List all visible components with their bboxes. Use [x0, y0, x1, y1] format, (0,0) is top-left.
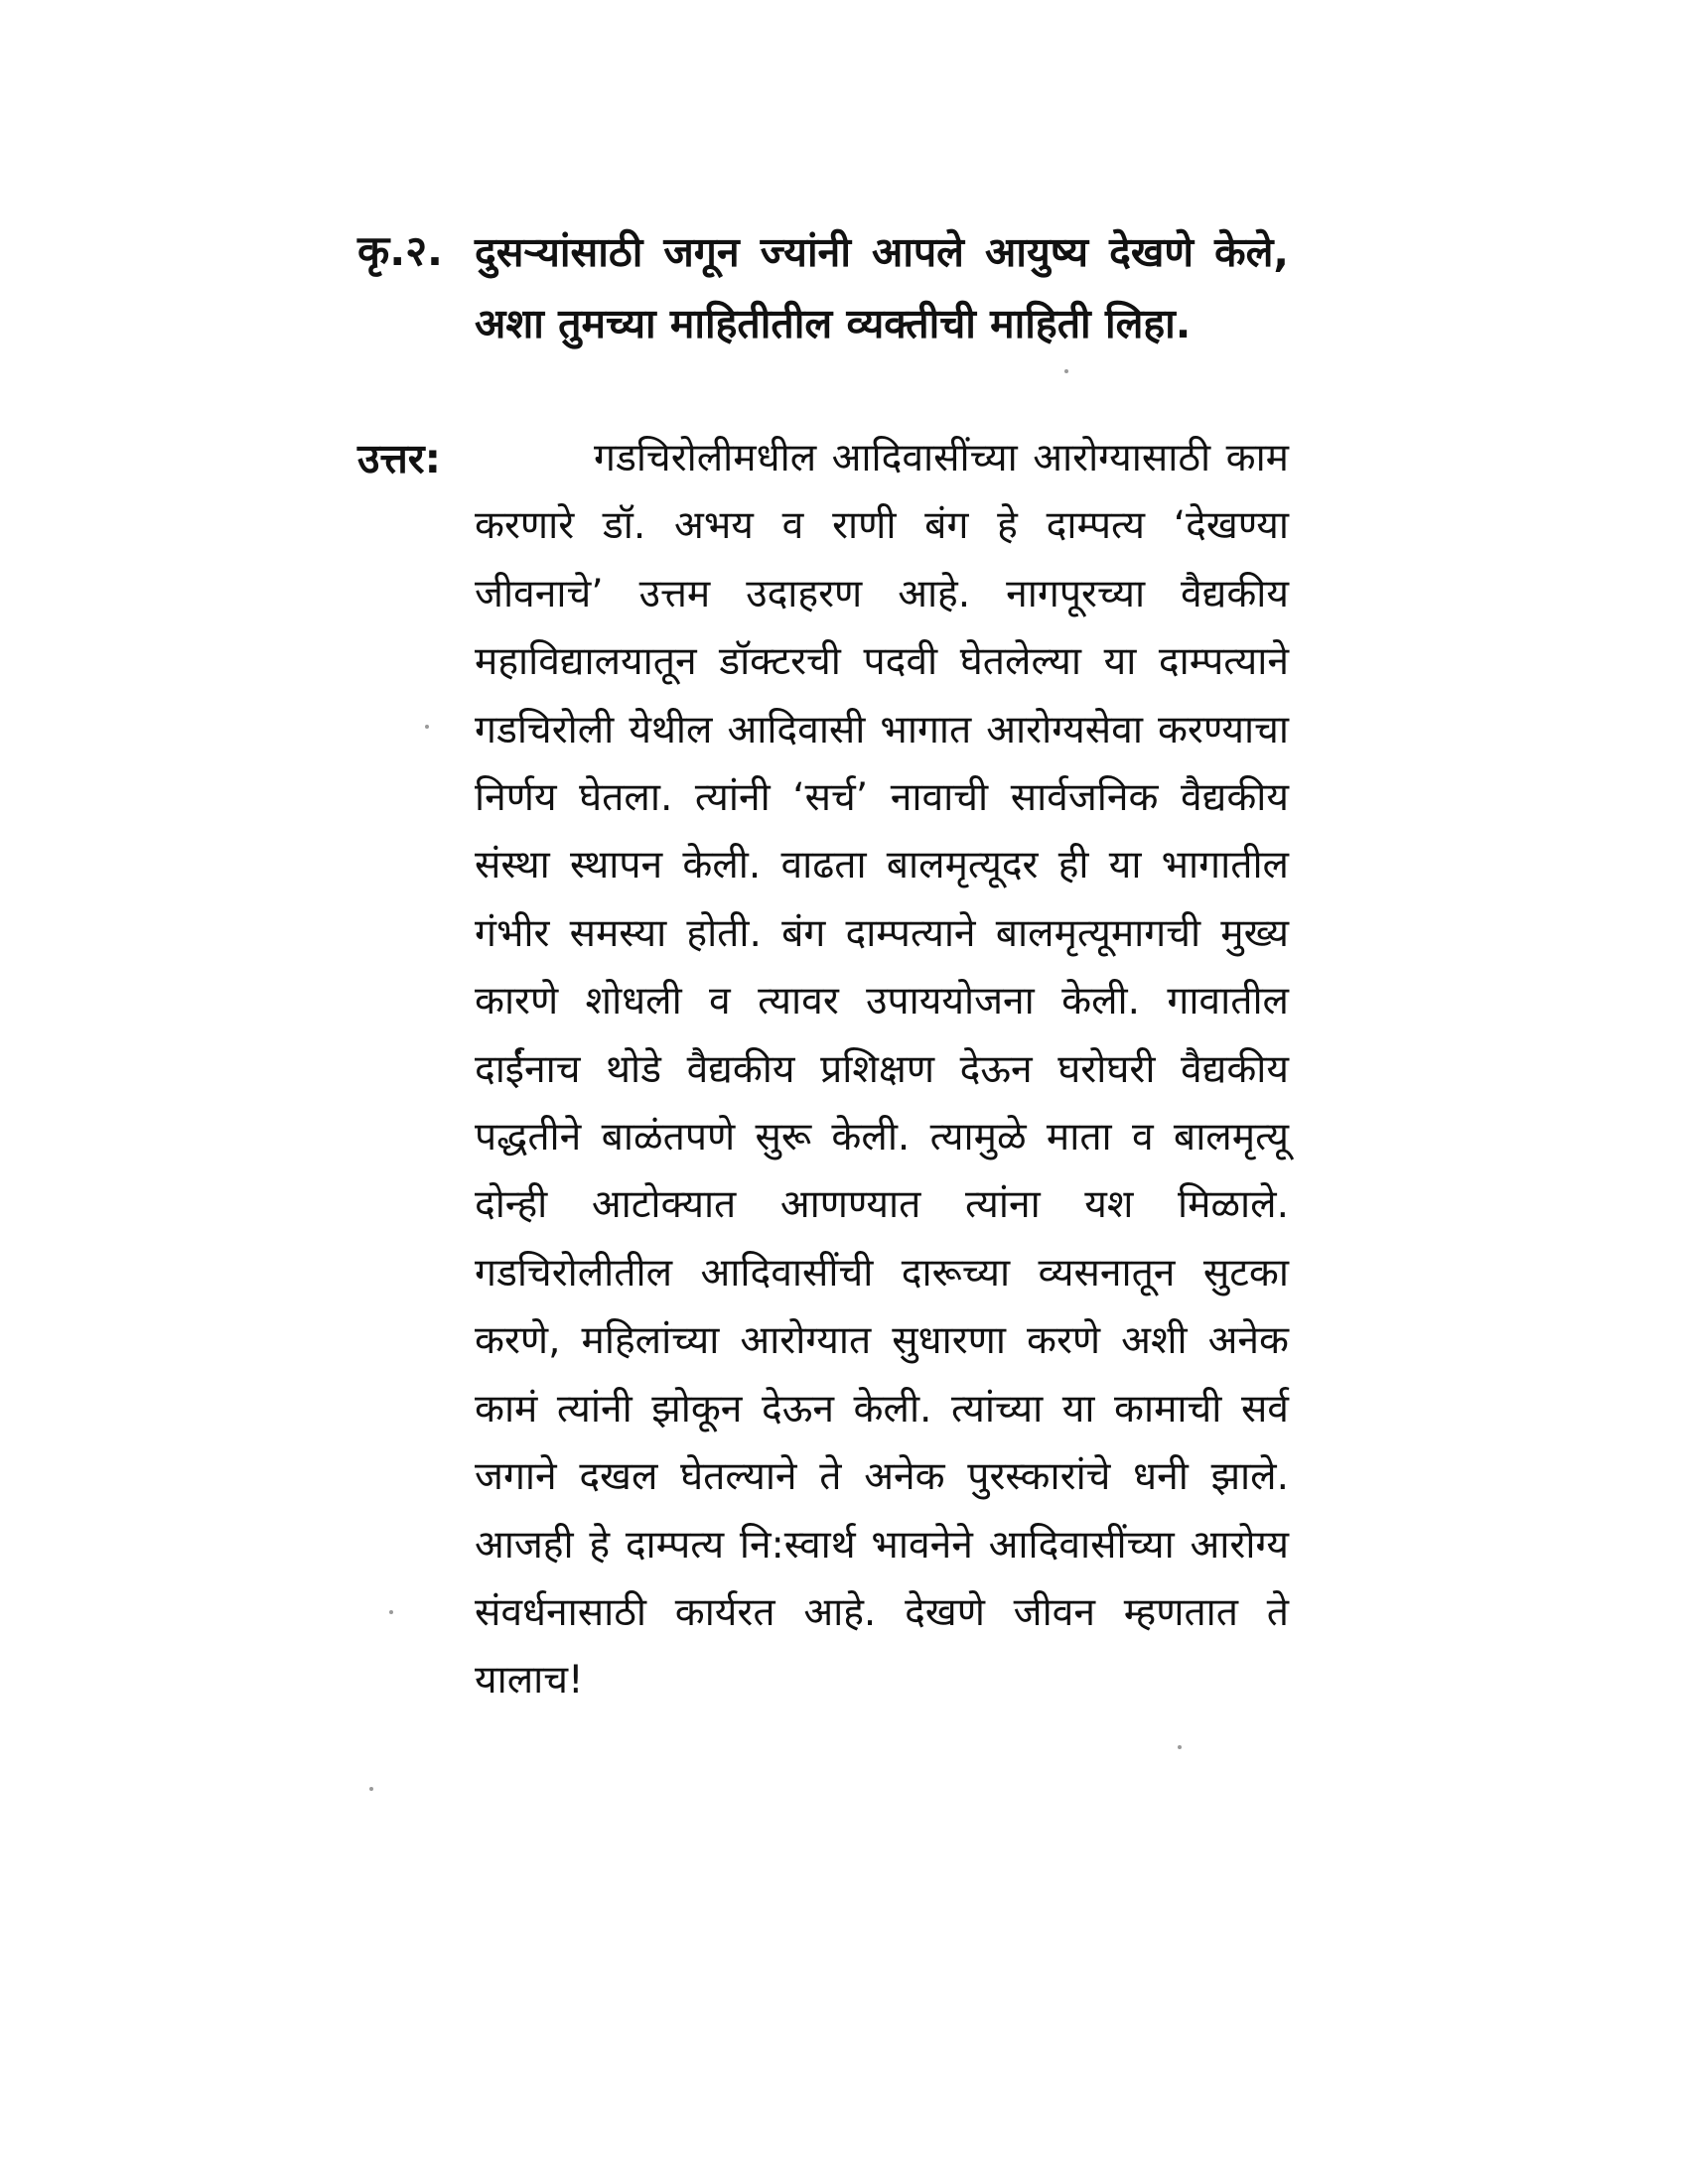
- answer-label: उत्तर:: [357, 435, 441, 482]
- question-text: दुसऱ्यांसाठी जगून ज्यांनी आपले आयुष्य देखणे केले, अशा तुमच्या माहितीतील व्यक्तीची माहिती लिहा.: [475, 228, 1289, 347]
- answer-text: गडचिरोलीमधील आदिवासींच्या आरोग्यासाठी काम करणारे डॉ. अभय व राणी बंग हे दाम्पत्य ‘देखण्या जीवनाचे’ उत्तम उदाहरण आहे. नागपूरच्या वैद्यकीय महाविद्यालयातून डॉक्टरची पदवी घेतलेल्या या दाम्पत्याने गडचिरोली येथील आदिवासी भागात आरोग्यसेवा करण्याचा निर्णय घेतला. त्यांनी ‘सर्च’ नावाची सार्वजनिक वैद्यकीय संस्था स्थापन केली. वाढता बालमृत्यूदर ही या भागातील गंभीर समस्या होती. बंग दाम्पत्याने बालमृत्यूमागची मुख्य कारणे शोधली व त्यावर उपाययोजना केली. गावातील दाईंनाच थोडे वैद्यकीय प्रशिक्षण देऊन घरोघरी वैद्यकीय पद्धतीने बाळंतपणे सुरू केली. त्यामुळे माता व बालमृत्यू दोन्ही आटोक्यात आणण्यात त्यांना यश मिळाले. गडचिरोलीतील आदिवासींची दारूच्या व्यसनातून सुटका करणे, महिलांच्या आरोग्यात सुधारणा करणे अशी अनेक कामं त्यांनी झोकून देऊन केली. त्यांच्या या कामाची सर्व जगाने दखल घेतल्याने ते अनेक पुरस्कारांचे धनी झाले. आजही हे दाम्पत्य नि:स्वार्थ भावनेने आदिवासींच्या आरोग्य संवर्धनासाठी कार्यरत आहे. देखणे जीवन म्हणतात ते यालाच!: [475, 436, 1289, 1704]
- scan-speck: [369, 1787, 373, 1791]
- scan-speck: [389, 1610, 393, 1614]
- scan-speck: [1178, 1745, 1182, 1749]
- question-number: कृ.२.: [357, 226, 444, 275]
- scan-speck: [1064, 369, 1068, 373]
- scan-speck: [425, 725, 429, 729]
